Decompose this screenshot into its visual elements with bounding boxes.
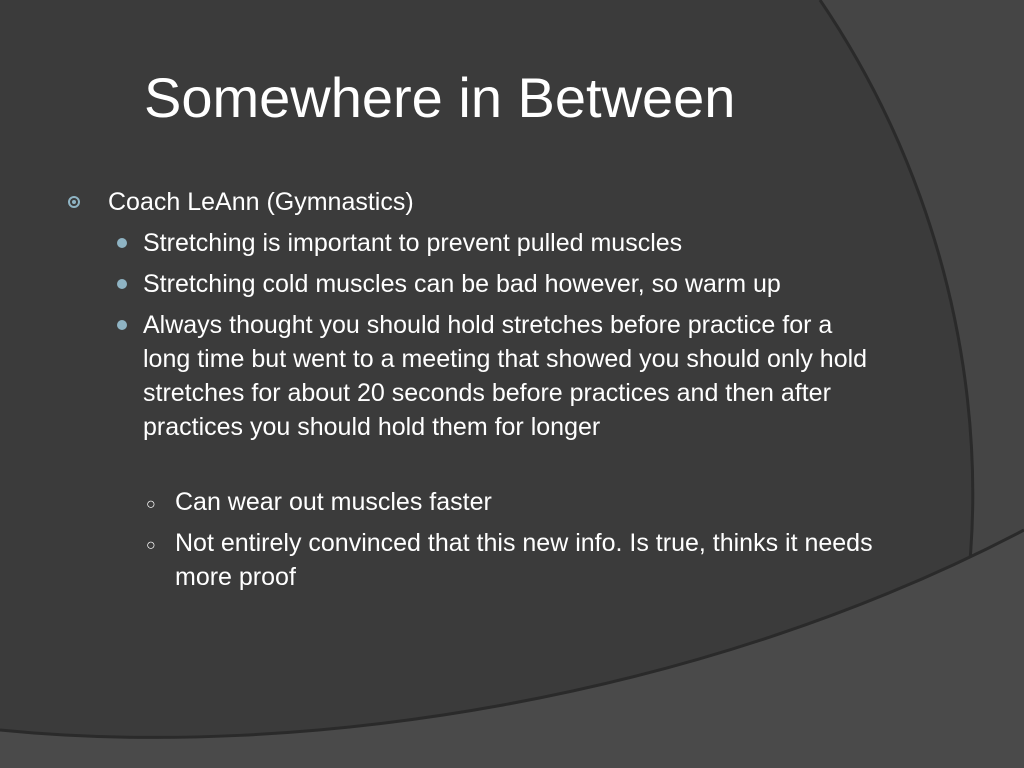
hollow-bullet-icon: ○ xyxy=(146,496,156,513)
bullet-icon xyxy=(68,196,80,208)
bullet-level2: Always thought you should hold stretches before practice for a long time but went to a meeting that showed you should only hold stretches for about 20 seconds before practices and then after practices you should hold them for longer xyxy=(143,311,868,441)
bullet-level1: Coach LeAnn (Gymnastics) xyxy=(108,188,414,216)
bullet-level3: Not entirely convinced that this new info. Is true, thinks it needs more proof xyxy=(175,529,873,591)
bullet-level3: Can wear out muscles faster xyxy=(175,488,492,516)
bullet-icon xyxy=(117,279,127,289)
bullet-icon xyxy=(117,238,127,248)
hollow-bullet-icon: ○ xyxy=(146,537,156,554)
bullet-level2: Stretching is important to prevent pulled muscles xyxy=(143,229,683,257)
slide-title: Somewhere in Between xyxy=(144,66,736,129)
bullet-icon xyxy=(117,320,127,330)
bullet-level2: Stretching cold muscles can be bad however, so warm up xyxy=(143,270,781,298)
